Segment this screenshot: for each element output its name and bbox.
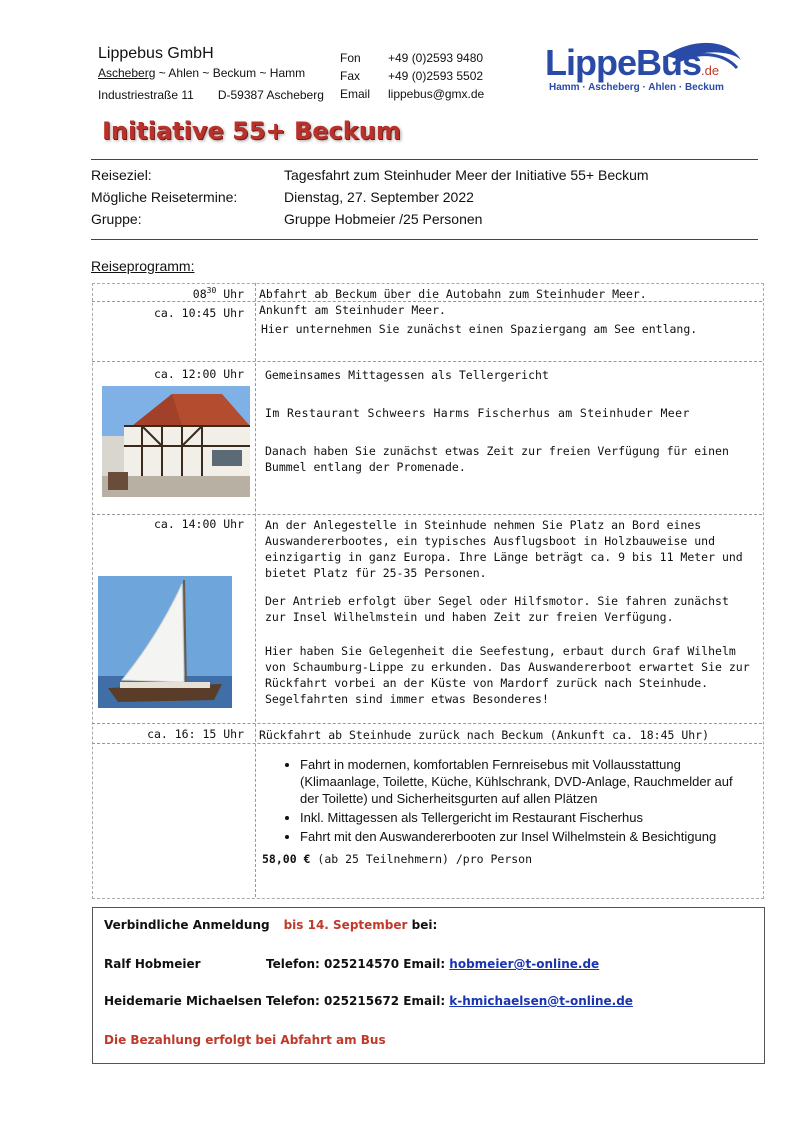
sailboat-photo [98,576,232,708]
email-label: Email [340,87,371,101]
list-item: • Fahrt in modernen, komfortablen Fernreisebus mit Vollausstattung (Klimaanlage, Toilette, Küche, Kühlschrank, DVD-Anlage, Rauchmelder auf der Toilette) und Sicherheitsgurten auf allen Plätzen [300,756,748,807]
trip-info [91,164,649,230]
time-0830: $08^{30}$ Uhr [192,286,244,301]
time-1200: ca. 12:00 Uhr [153,367,244,381]
restaurant-photo [102,386,250,497]
trip-label: Mögliche Reisetermine: [91,189,238,205]
row-return: Rückfahrt ab Steinhude zurück nach Beckum (Ankunft ca. 18:45 Uhr) [259,728,710,742]
row-divider [92,743,762,744]
contact-person: Heidemarie Michaelsen Telefon: 025215672 Email: k-hmichaelsen@t-online.de [104,994,633,1008]
payment-note: Die Bezahlung erfolgt bei Abfahrt am Bus [104,1033,386,1047]
price-amount: 58,00 € [262,852,311,866]
company-block [98,44,324,104]
page-title: Initiative 55+ Beckum [102,117,401,145]
trip-label: Gruppe: [91,211,142,227]
row-divider [92,723,762,724]
trip-value: Gruppe Hobmeier /25 Personen [284,211,483,227]
logo-subtitle: Hamm · Ascheberg · Ahlen · Beckum [549,82,724,93]
time-1400: ca. 14:00 Uhr [153,517,244,531]
fax-value: +49 (0)2593 5502 [388,69,484,83]
price-note: (ab 25 Teilnehmern) /pro Person [310,852,533,866]
row-lunch: Gemeinsames Mittagessen als Tellergericht Im Restaurant Schweers Harms Fischerhus am Steinhuder Meer Danach haben Sie zunächst etwas Zeit zur freien Verfügung für einen Bummel entlang der Promenade. [265,368,729,474]
logo-text: LippeBus [545,42,702,83]
list-item: • Inkl. Mittagessen als Tellergericht im Restaurant Fischerhus [300,809,748,826]
program-heading: Reiseprogramm: [91,258,195,274]
street: Industriestraße 11 [98,88,194,102]
time-1615: ca. 16: 15 Uhr [147,727,244,741]
fon-value: +49 (0)2593 9480 [388,51,484,65]
time-1045: ca. 10:45 Uhr [153,306,244,320]
row-divider [92,361,762,362]
company-name: Lippebus GmbH [98,45,214,62]
row-departure: Abfahrt ab Beckum über die Autobahn zum Steinhuder Meer. [259,287,647,301]
trip-value: Dienstag, 27. September 2022 [284,189,474,205]
registration-heading: Verbindliche Anmeldung bis 14. September bei: [104,918,438,932]
contact-block [340,49,484,103]
row-divider [92,514,762,515]
contact-person: Ralf Hobmeier Telefon: 025214570 Email: hobmeier@t-online.de [104,957,600,971]
divider-top [91,159,758,160]
email-value: lippebus@gmx.de [388,87,485,101]
email-link[interactable]: k-hmichaelsen@t-online.de [449,994,633,1008]
column-divider [255,283,256,897]
town-list: ~ Ahlen ~ Beckum ~ Hamm [155,66,306,80]
price-line [262,851,758,867]
email-link[interactable]: hobmeier@t-online.de [449,957,600,971]
fon-label: Fon [340,51,361,65]
trip-value: Tagesfahrt zum Steinhuder Meer der Initiative 55+ Beckum [284,167,649,183]
features-list [278,756,748,847]
logo-suffix: .de [701,63,720,78]
divider-bottom [91,239,758,240]
row-arrival: Ankunft am Steinhuder Meer. Hier unternehmen Sie zunächst einen Spaziergang am See entlang. [259,303,698,336]
fax-label: Fax [340,69,361,83]
lippebus-logo [545,38,745,98]
trip-label: Reiseziel: [91,167,152,183]
row-boat: An der Anlegestelle in Steinhude nehmen Sie Platz an Bord eines Auswandererbootes, ein typisches Ausflugsboot in Holzbauweise und einzigartig in ganz Europa. Ihre Länge beträgt ca. 9 bis 11 Meter und bietet Platz für 25-35 Personen. Der Antrieb erfolgt über Segel oder Hilfsmotor. Sie fahren zunächst zur Insel Wilhelmstein und haben Zeit zur freien Verfügung. Hier haben Sie Gelegenheit die Seefestung, erbaut durch Graf Wilhelm von Schaumburg-Lippe zu erkunden. Das Auswandererboot erwartet Sie zur Rückfahrt vorbei an der Küste von Mardorf zurück nach Steinhude. Segelfahrten sind immer etwas Besonderes! [265,518,750,706]
list-item: • Fahrt mit den Auswandererbooten zur Insel Wilhelmstein & Besichtigung [300,828,748,845]
town-ascheberg: Ascheberg [98,66,156,80]
city: D-59387 Ascheberg [217,88,324,102]
deadline: bis 14. September [283,918,408,932]
